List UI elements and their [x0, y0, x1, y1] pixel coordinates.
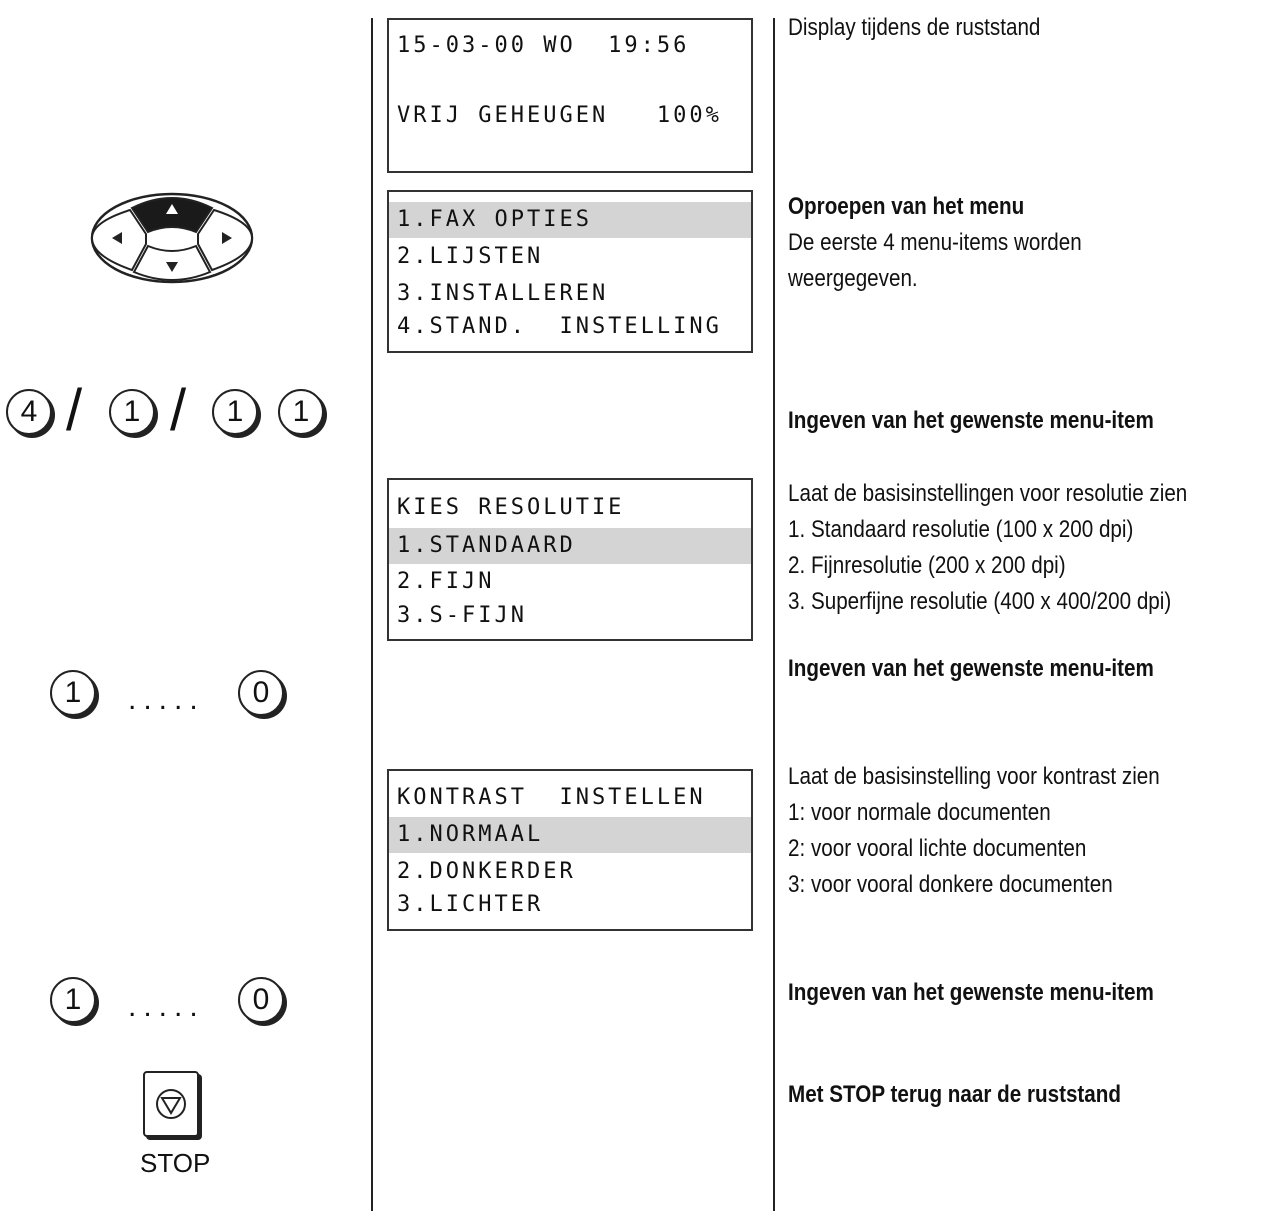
- display-line: 4.STAND. INSTELLING: [397, 314, 722, 339]
- display-line: KIES RESOLUTIE: [397, 495, 625, 520]
- range-dots: .....: [128, 683, 205, 716]
- display-line: 15-03-00 WO 19:56: [397, 33, 690, 58]
- enter-item-description: [788, 403, 1268, 439]
- separator-slash-icon: /: [170, 378, 187, 443]
- description-text: Display tijdens de ruststand: [788, 14, 1041, 41]
- key-1: 1: [212, 389, 258, 435]
- description-text: 1. Standaard resolutie (100 x 200 dpi): [788, 516, 1134, 543]
- menu-display: [387, 190, 753, 353]
- section-heading: Met STOP terug naar de ruststand: [788, 1081, 1121, 1108]
- enter-item-description: [788, 975, 1268, 1011]
- key-0: 0: [238, 977, 284, 1023]
- description-text: 2: voor vooral lichte documenten: [788, 835, 1087, 862]
- display-line: 3.LICHTER: [397, 892, 544, 917]
- idle-display: [387, 18, 753, 173]
- contrast-description: [788, 759, 1268, 903]
- menu-description: [788, 189, 1268, 297]
- display-line: 3.S-FIJN: [397, 603, 527, 628]
- stop-key-label: STOP: [140, 1148, 211, 1178]
- left-column-divider: [371, 18, 373, 1211]
- description-text: 3. Superfijne resolutie (400 x 400/200 dpi): [788, 588, 1172, 615]
- key-1: 1: [50, 670, 96, 716]
- separator-slash-icon: /: [66, 378, 83, 443]
- description-text: 2. Fijnresolutie (200 x 200 dpi): [788, 552, 1066, 579]
- display-line: VRIJ GEHEUGEN 100%: [397, 103, 722, 128]
- right-column-divider: [773, 18, 775, 1211]
- section-heading: Ingeven van het gewenste menu-item: [788, 979, 1154, 1006]
- description-text: Laat de basisinstellingen voor resolutie zien: [788, 480, 1188, 507]
- display-line-highlighted: 1.FAX OPTIES: [389, 202, 751, 238]
- description-text: weergegeven.: [788, 265, 918, 292]
- key-1: 1: [278, 389, 324, 435]
- stop-icon: [145, 1073, 197, 1135]
- resolution-description: [788, 476, 1268, 620]
- section-heading: Ingeven van het gewenste menu-item: [788, 655, 1154, 682]
- section-heading: Oproepen van het menu: [788, 193, 1025, 220]
- description-text: 3: voor vooral donkere documenten: [788, 871, 1113, 898]
- display-line-highlighted: 1.STANDAARD: [389, 528, 751, 564]
- display-line: 2.DONKERDER: [397, 859, 576, 884]
- display-line-highlighted: 1.NORMAAL: [389, 817, 751, 853]
- contrast-display: [387, 769, 753, 931]
- stop-description: [788, 1077, 1268, 1113]
- display-line: 2.LIJSTEN: [397, 244, 544, 269]
- stop-key: [143, 1071, 199, 1137]
- range-dots: .....: [128, 990, 205, 1023]
- display-line: KONTRAST INSTELLEN: [397, 785, 706, 810]
- enter-item-description: [788, 651, 1268, 687]
- resolution-display: [387, 478, 753, 641]
- key-1: 1: [50, 977, 96, 1023]
- key-1: 1: [109, 389, 155, 435]
- description-text: 1: voor normale documenten: [788, 799, 1051, 826]
- section-heading: Ingeven van het gewenste menu-item: [788, 407, 1154, 434]
- display-line: 3.INSTALLEREN: [397, 281, 609, 306]
- key-4: 4: [6, 389, 52, 435]
- navigation-pad-icon: [88, 190, 256, 286]
- idle-description: [788, 10, 1268, 46]
- description-text: Laat de basisinstelling voor kontrast zien: [788, 763, 1160, 790]
- display-line: 2.FIJN: [397, 569, 495, 594]
- description-text: De eerste 4 menu-items worden: [788, 229, 1082, 256]
- key-0: 0: [238, 670, 284, 716]
